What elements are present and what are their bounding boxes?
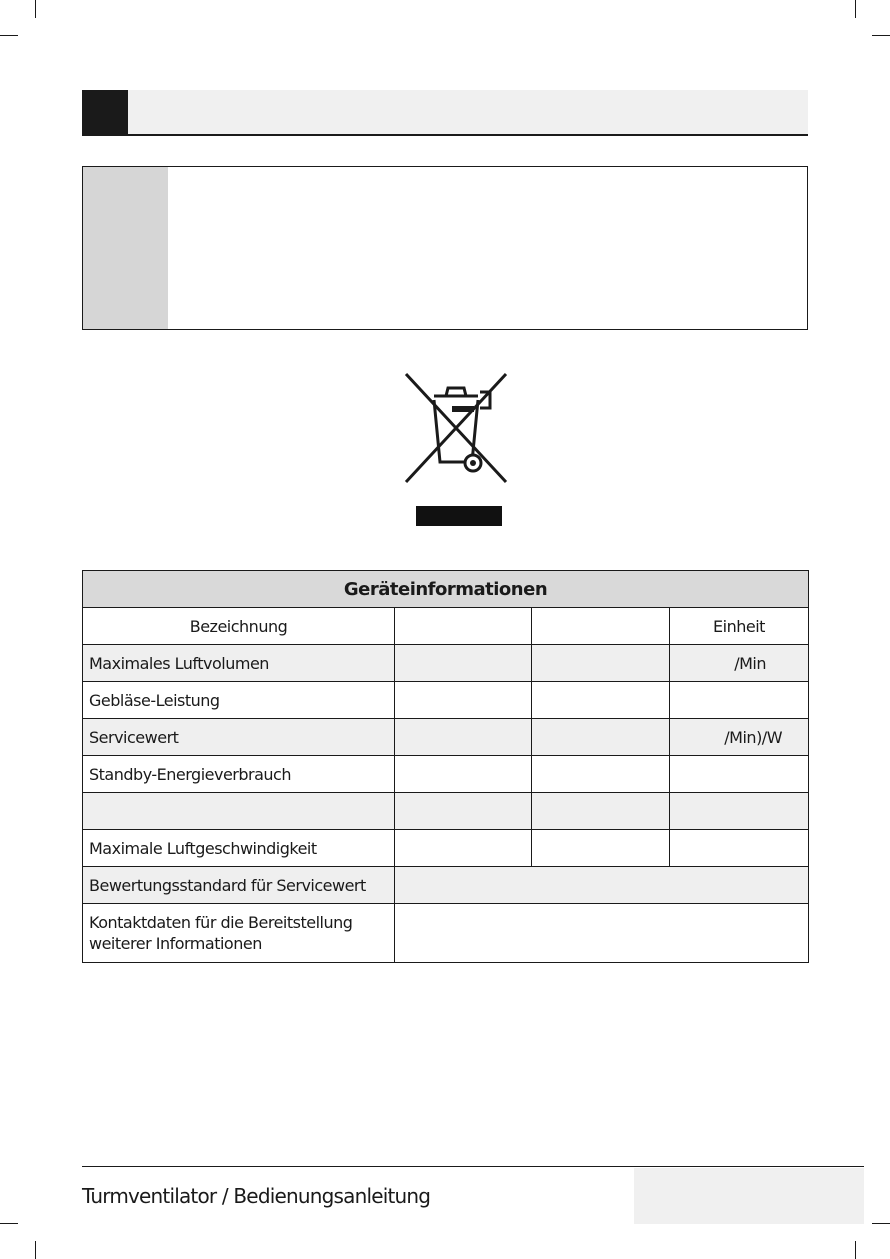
row-value bbox=[532, 830, 670, 867]
table-row bbox=[83, 682, 809, 719]
crop-mark bbox=[35, 0, 36, 18]
weee-marking-bar bbox=[416, 506, 502, 526]
contact-label: Kontaktdaten für die Bereitstellung weiterer Informationen bbox=[83, 904, 395, 963]
table-row bbox=[83, 793, 809, 830]
header-cell: Einheit bbox=[670, 608, 809, 645]
row-value bbox=[532, 793, 670, 830]
table-row bbox=[83, 645, 809, 682]
table-row bbox=[83, 867, 809, 904]
device-info-table bbox=[82, 570, 809, 963]
row-label: Standby-Energieverbrauch bbox=[83, 756, 395, 793]
row-unit bbox=[670, 756, 809, 793]
row-unit bbox=[670, 793, 809, 830]
table-row bbox=[83, 756, 809, 793]
row-value bbox=[532, 756, 670, 793]
table-header-row bbox=[83, 608, 809, 645]
crop-mark bbox=[35, 1241, 36, 1259]
standard-label: Bewertungsstandard für Servicewert bbox=[83, 867, 395, 904]
crop-mark bbox=[872, 35, 890, 36]
row-label: Maximale Luftgeschwindigkeit bbox=[83, 830, 395, 867]
row-unit bbox=[670, 682, 809, 719]
contact-value bbox=[395, 904, 809, 963]
row-value bbox=[395, 719, 532, 756]
crop-mark bbox=[855, 0, 856, 18]
header-cell: Bezeichnung bbox=[83, 608, 395, 645]
table-row bbox=[83, 719, 809, 756]
row-value bbox=[395, 756, 532, 793]
footer-divider bbox=[82, 1166, 864, 1167]
table-row bbox=[83, 904, 809, 963]
note-side-panel bbox=[83, 167, 168, 329]
row-value bbox=[395, 682, 532, 719]
row-unit bbox=[670, 830, 809, 867]
crop-mark bbox=[872, 1223, 890, 1224]
row-value bbox=[395, 830, 532, 867]
row-value bbox=[395, 793, 532, 830]
table-title: Geräteinformationen bbox=[83, 571, 809, 608]
page-number-box bbox=[634, 1168, 864, 1224]
row-unit: /Min bbox=[670, 645, 809, 682]
crop-mark bbox=[855, 1241, 856, 1259]
section-number-block bbox=[82, 90, 128, 134]
note-box bbox=[82, 166, 808, 330]
crop-mark bbox=[0, 35, 18, 36]
row-value bbox=[532, 645, 670, 682]
standard-value bbox=[395, 867, 809, 904]
row-label: Servicewert bbox=[83, 719, 395, 756]
row-label: Maximales Luftvolumen bbox=[83, 645, 395, 682]
header-cell bbox=[395, 608, 532, 645]
header-cell bbox=[532, 608, 670, 645]
footer-title: Turmventilator / Bedienungsanleitung bbox=[82, 1184, 431, 1208]
row-label: Gebläse-Leistung bbox=[83, 682, 395, 719]
crop-mark bbox=[0, 1223, 18, 1224]
section-header bbox=[82, 90, 808, 136]
row-value bbox=[532, 719, 670, 756]
row-unit: /Min)/W bbox=[670, 719, 809, 756]
row-value bbox=[395, 645, 532, 682]
row-label bbox=[83, 793, 395, 830]
row-value bbox=[532, 682, 670, 719]
crossed-out-wheelie-bin-icon bbox=[400, 370, 512, 486]
table-row bbox=[83, 830, 809, 867]
